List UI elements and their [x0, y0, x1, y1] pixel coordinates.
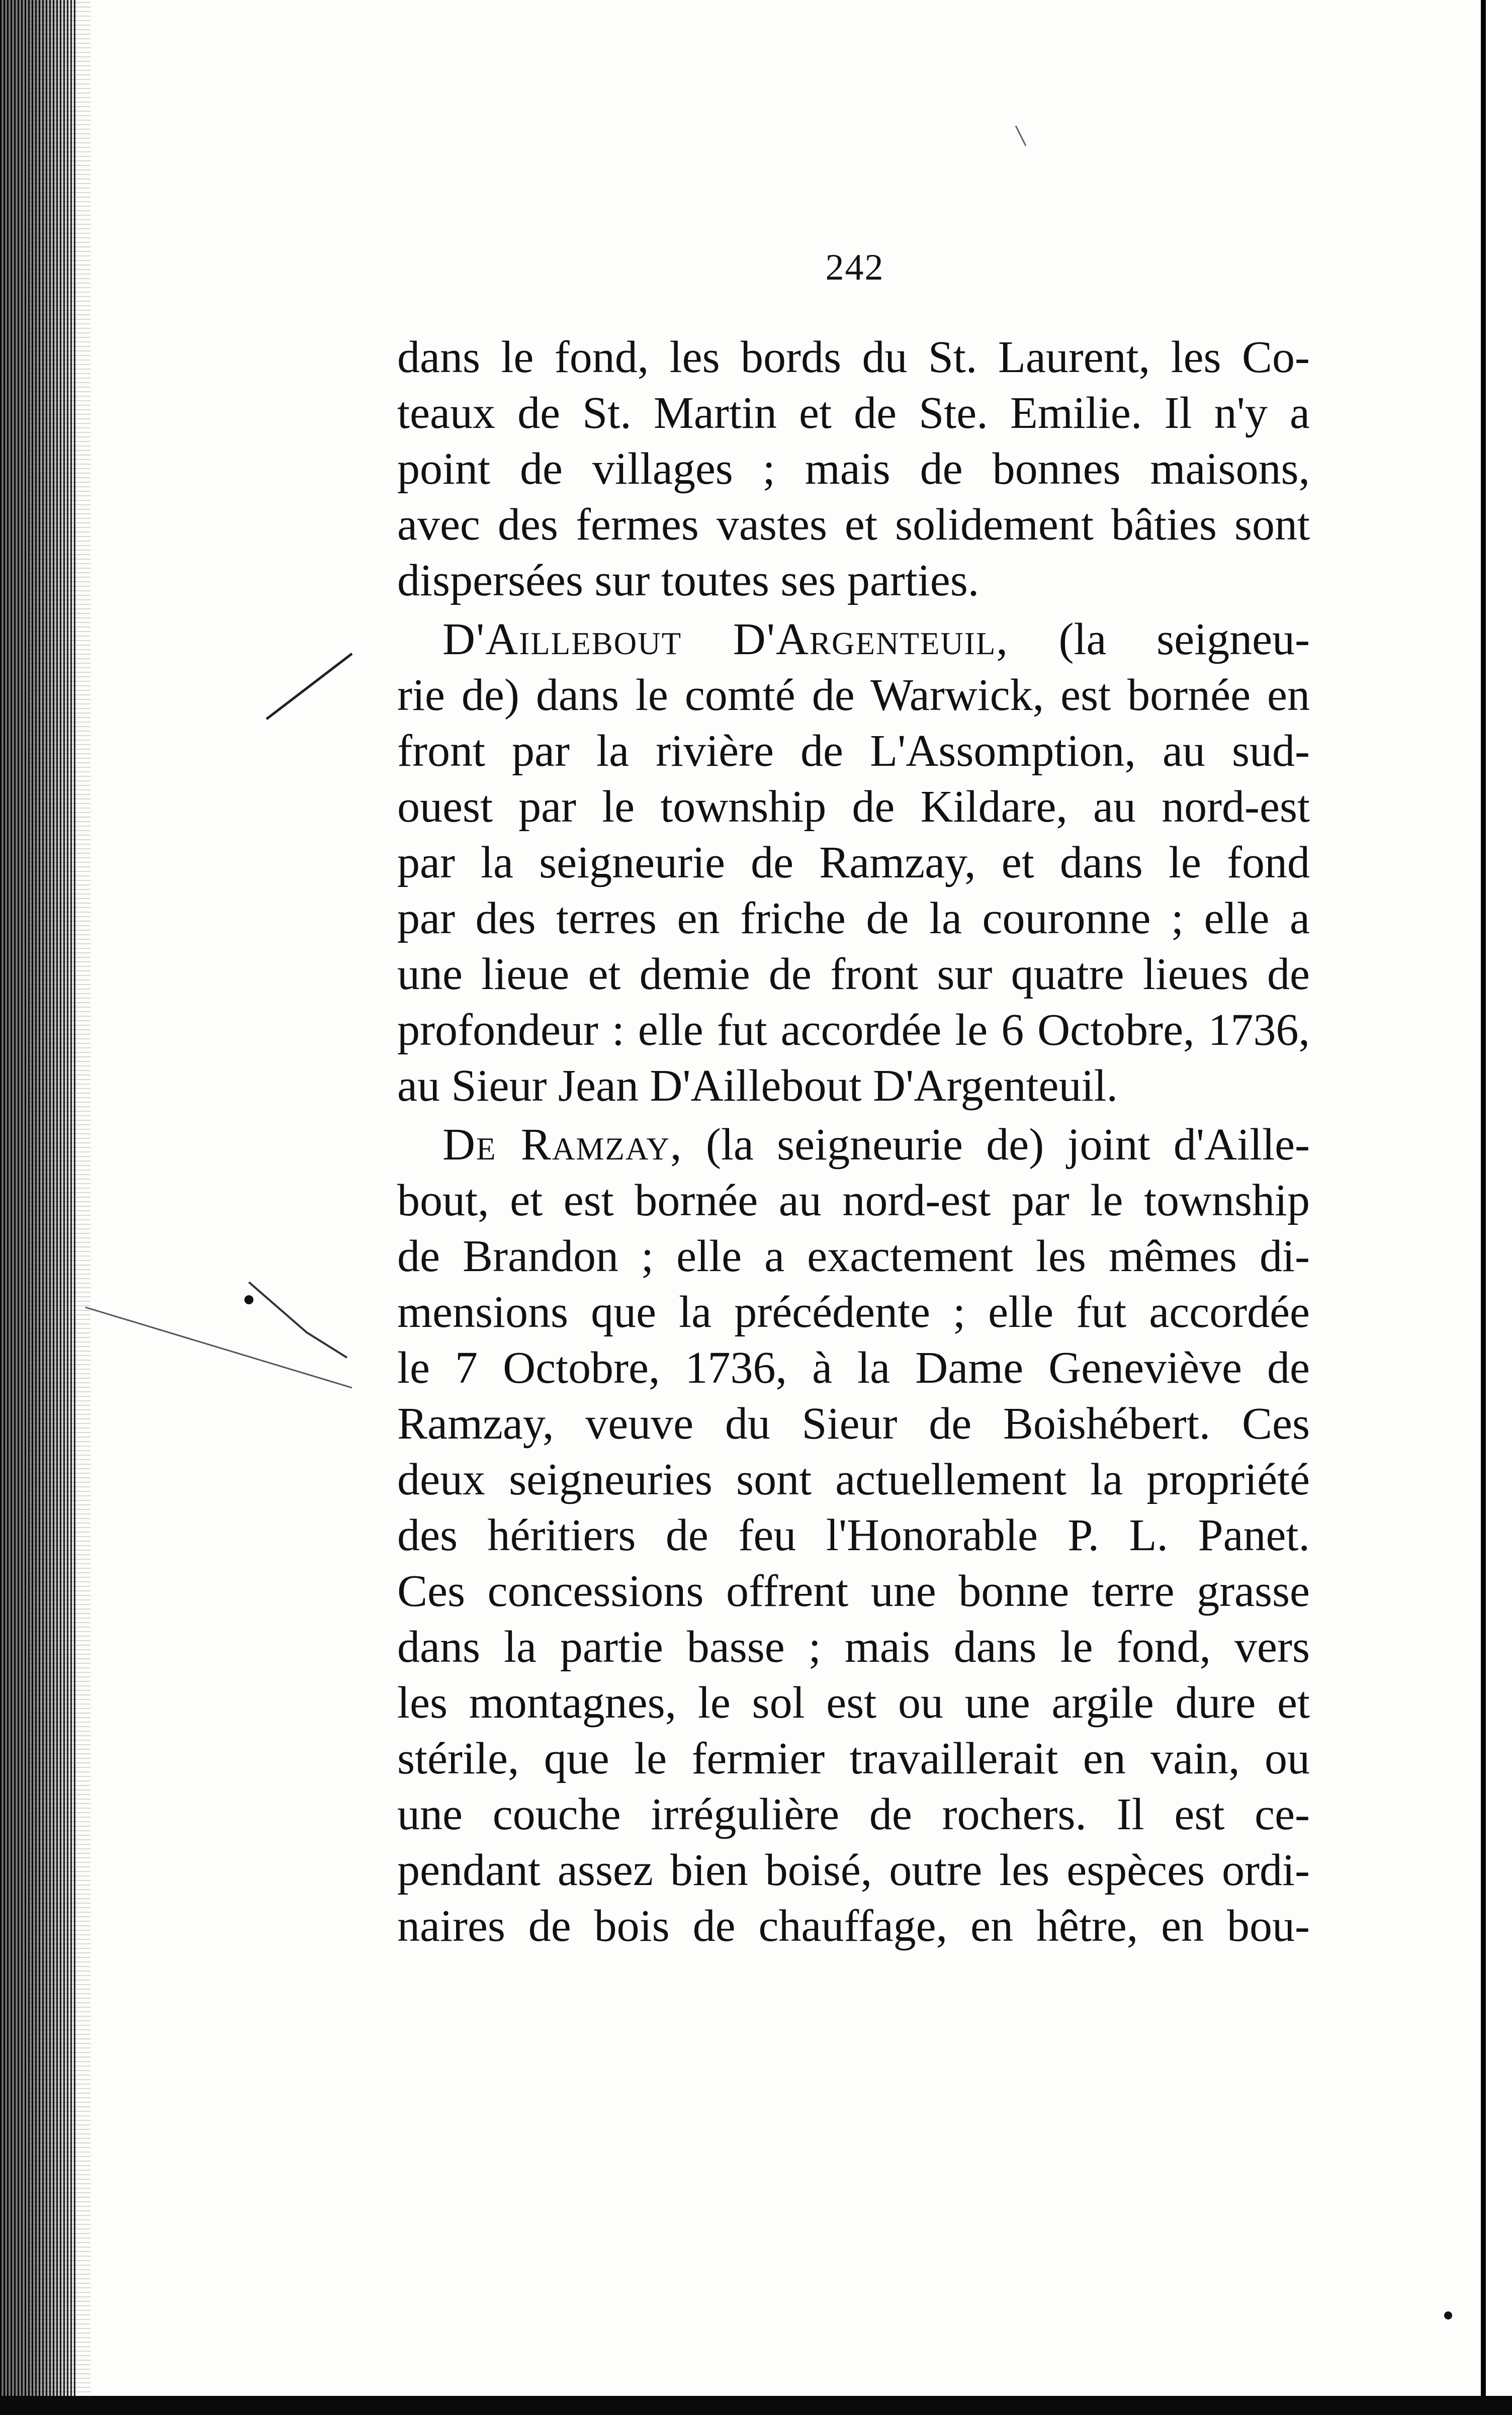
- text-line: au Sieur Jean D'Aillebout D'Argenteuil.: [397, 1061, 1118, 1111]
- text-line: par des terres en friche de la couronne ; elle a: [397, 893, 1310, 943]
- ink-dot: [244, 1295, 253, 1304]
- pencil-stroke-lower: [85, 1307, 352, 1388]
- text-fragment: (la seigneurie de) joint d'Aille-: [682, 1120, 1310, 1170]
- text-line: Ces concessions offrent une bonne terre grasse: [397, 1566, 1310, 1616]
- body-text: [397, 329, 1310, 1954]
- page-right-edge: [1481, 0, 1486, 2415]
- paragraph-1: [397, 329, 1310, 608]
- paragraph-argenteuil: [397, 611, 1310, 1114]
- entry-heading: D'Aillebout D'Argenteuil,: [442, 614, 1009, 664]
- text-line: rie de) dans le comté de Warwick, est bornée en: [397, 670, 1310, 720]
- text-line: bout, et est bornée au nord-est par le township: [397, 1176, 1310, 1225]
- text-line: dans le fond, les bords du St. Laurent, les Co-: [397, 332, 1310, 382]
- page-number: 242: [825, 247, 884, 288]
- text-line: profondeur : elle fut accordée le 6 Octobre, 1736,: [397, 1005, 1310, 1055]
- text-line: Ramzay, veuve du Sieur de Boishébert. Ces: [397, 1399, 1310, 1449]
- text-line: de Brandon ; elle a exactement les mêmes di-: [397, 1231, 1310, 1281]
- text-fragment: (la seigneu-: [1008, 614, 1310, 664]
- page-bottom-edge: [0, 2396, 1512, 2415]
- text-line: ouest par le township de Kildare, au nord-est: [397, 782, 1310, 832]
- text-line: stérile, que le fermier travaillerait en vain, ou: [397, 1734, 1310, 1783]
- pencil-stroke-middle: [249, 1282, 347, 1358]
- text-line: naires de bois de chauffage, en hêtre, en bou-: [397, 1901, 1310, 1951]
- text-line: deux seigneuries sont actuellement la propriété: [397, 1455, 1310, 1504]
- pencil-tick: [1016, 126, 1026, 146]
- text-line: teaux de St. Martin et de Ste. Emilie. Il n'y a: [397, 388, 1310, 438]
- text-line: mensions que la précédente ; elle fut accordée: [397, 1287, 1310, 1337]
- text-line-first: [397, 1117, 1310, 1173]
- text-line: point de villages ; mais de bonnes maisons,: [397, 444, 1310, 494]
- entry-heading: De Ramzay,: [442, 1120, 683, 1170]
- text-line: dispersées sur toutes ses parties.: [397, 556, 980, 605]
- pencil-stroke-top: [266, 654, 352, 719]
- text-line: dans la partie basse ; mais dans le fond, vers: [397, 1622, 1310, 1672]
- text-line: front par la rivière de L'Assomption, au sud-: [397, 726, 1310, 776]
- ink-dot-right: [1444, 2311, 1452, 2319]
- text-line: les montagnes, le sol est ou une argile dure et: [397, 1678, 1310, 1728]
- text-line: une couche irrégulière de rochers. Il est ce-: [397, 1790, 1310, 1839]
- text-line-first: [397, 611, 1310, 667]
- text-line: une lieue et demie de front sur quatre lieues de: [397, 949, 1310, 999]
- text-line: le 7 Octobre, 1736, à la Dame Geneviève de: [397, 1343, 1310, 1393]
- text-line: avec des fermes vastes et solidement bâties sont: [397, 500, 1310, 550]
- text-line: pendant assez bien boisé, outre les espèces ordi-: [397, 1845, 1310, 1895]
- text-line: des héritiers de feu l'Honorable P. L. Panet.: [397, 1510, 1310, 1560]
- paragraph-ramzay: [397, 1117, 1310, 1954]
- text-line: par la seigneurie de Ramzay, et dans le fond: [397, 838, 1310, 887]
- page-right-margin: [1486, 0, 1512, 2415]
- binding-texture: [30, 0, 91, 2415]
